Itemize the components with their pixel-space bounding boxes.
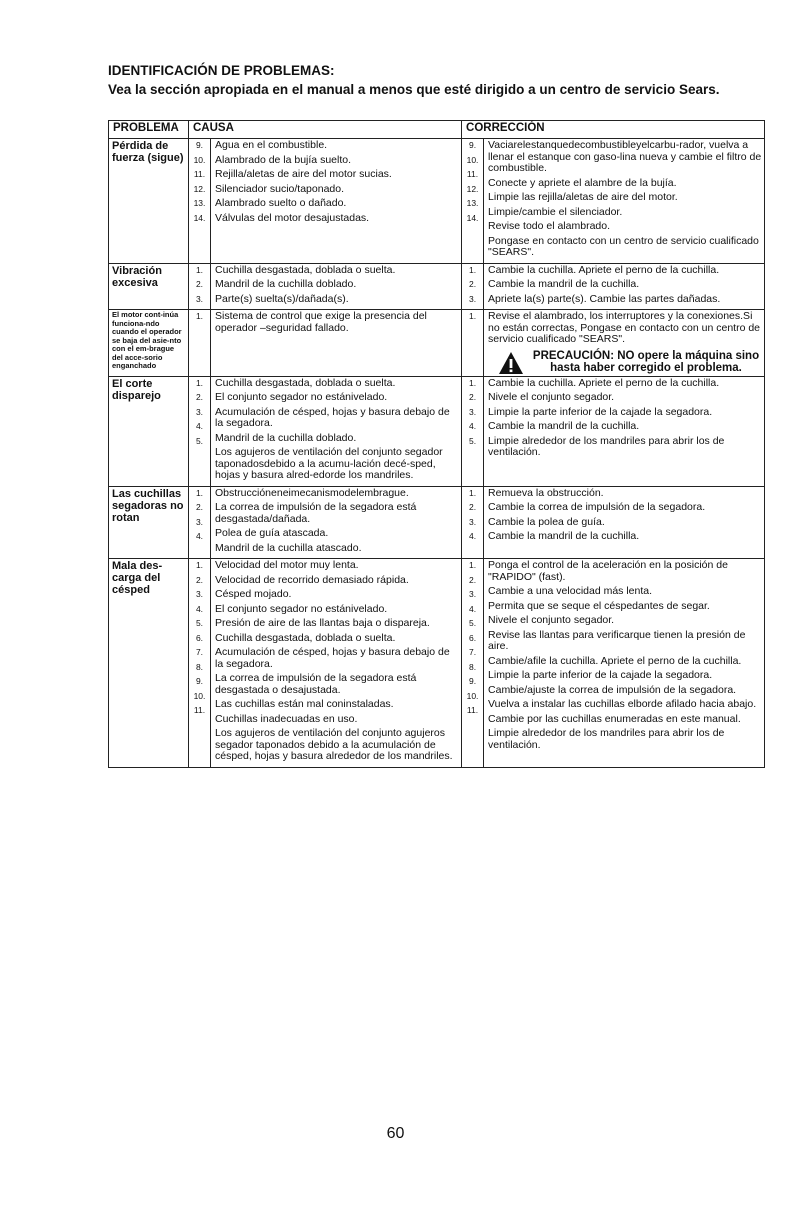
- correction-text: Permita que se seque el céspedantes de segar.: [488, 599, 710, 612]
- cause-number: 4.: [195, 603, 204, 614]
- warning-triangle-icon: [498, 351, 524, 375]
- correction-number: 1.: [468, 311, 477, 321]
- cause-text: La correa de impulsión de la segadora está desgastada o desajustada.: [215, 672, 417, 696]
- correction-text: Cambie por las cuchillas enumeradas en este manual.: [488, 712, 741, 725]
- correction-text: Cambie/afile la cuchilla. Apriete el perno de la cuchilla.: [488, 654, 742, 667]
- correction-number: 11.: [466, 705, 479, 715]
- problem-cell: Las cuchillas segadoras no rotan: [109, 486, 189, 559]
- correction-number: 1.: [468, 487, 477, 498]
- section-subtitle: Vea la sección apropiada en el manual a menos que esté dirigido a un centro de servicio Sears.: [108, 82, 720, 97]
- correction-text: Remueva la obstrucción.: [488, 486, 604, 499]
- correction-text: Cambie/ajuste la correa de impulsión de la segadora.: [488, 683, 737, 696]
- correction-text: Limpie las rejilla/aletas de aire del motor.: [488, 191, 678, 203]
- column-header-correction: CORRECCIÓN: [462, 121, 765, 139]
- correction-number-column: [462, 310, 484, 377]
- cause-number: 2.: [195, 279, 204, 289]
- correction-number: 10.: [466, 690, 479, 701]
- cause-column: [211, 486, 462, 559]
- correction-column: [484, 263, 765, 310]
- cause-text: Agua en el combustible.: [215, 139, 328, 151]
- cause-number: 2.: [195, 502, 204, 512]
- correction-column: [484, 139, 765, 264]
- correction-number: 9.: [468, 676, 477, 686]
- cause-column: [211, 310, 462, 377]
- correction-text: Cambie a una velocidad más lenta.: [488, 585, 653, 597]
- cause-text: El conjunto segador no estánivelado.: [215, 391, 388, 403]
- cause-number: 3.: [195, 516, 204, 527]
- correction-number: 4.: [468, 603, 477, 614]
- cause-number: 2.: [195, 392, 204, 402]
- cause-text: Cuchilla desgastada, doblada o suelta.: [215, 631, 396, 644]
- cause-text: Las cuchillas están mal coninstaladas.: [215, 698, 394, 710]
- cause-text: Cuchilla desgastada, doblada o suelta.: [215, 263, 396, 276]
- cause-text: Velocidad del motor muy lenta.: [215, 559, 359, 571]
- cause-column: [211, 263, 462, 310]
- correction-number: 3.: [468, 406, 477, 417]
- correction-number: 2.: [468, 279, 477, 289]
- cause-text: Acumulación de césped, hojas y basura debajo de la segadora.: [215, 405, 450, 429]
- correction-text: Limpie alrededor de los mandriles para abrir los de ventilación.: [488, 727, 725, 751]
- cause-number: 5.: [195, 435, 204, 446]
- correction-number: 6.: [468, 632, 477, 643]
- correction-text: Revise las llantas para verificarque tienen la presión de aire.: [488, 628, 746, 652]
- cause-text: Los agujeros de ventilación del conjunto agujeros segador taponados debido a la acumulación de césped, hojas y basura alrededor de los mandriles.: [215, 727, 453, 762]
- correction-text: Cambie la cuchilla. Apriete el perno de la cuchilla.: [488, 376, 720, 389]
- correction-number: 1.: [468, 264, 477, 275]
- cause-number: 1.: [195, 560, 204, 570]
- correction-number: 9.: [468, 140, 477, 150]
- correction-number-column: [462, 559, 484, 768]
- problem-section-row: [109, 139, 765, 264]
- cause-text: Rejilla/aletas de aire del motor sucias.: [215, 168, 392, 180]
- cause-number: 2.: [195, 574, 204, 585]
- cause-text: Alambrado suelto o dañado.: [215, 197, 347, 209]
- cause-text: Mandril de la cuchilla atascado.: [215, 541, 362, 554]
- correction-text: Limpie alrededor de los mandriles para abrir los de ventilación.: [488, 434, 725, 458]
- cause-number: 10.: [193, 690, 206, 701]
- cause-number: 3.: [195, 589, 204, 599]
- cause-number: 9.: [195, 676, 204, 686]
- correction-number: 8.: [468, 661, 477, 672]
- cause-number: 9.: [195, 140, 204, 150]
- correction-number: 2.: [468, 502, 477, 512]
- table-header-row: [109, 121, 765, 139]
- cause-number: 13.: [193, 198, 206, 208]
- correction-number-column: [462, 376, 484, 486]
- problem-cell: Mala des-carga del césped: [109, 559, 189, 768]
- cause-text: Cuchilla desgastada, doblada o suelta.: [215, 376, 396, 389]
- correction-text: Limpie la parte inferior de la cajade la segadora.: [488, 405, 713, 418]
- correction-number: 13.: [466, 198, 479, 208]
- correction-number: 2.: [468, 574, 477, 585]
- column-header-problem: PROBLEMA: [109, 121, 189, 139]
- cause-text: Acumulación de césped, hojas y basura debajo de la segadora.: [215, 646, 450, 670]
- cause-text: Mandril de la cuchilla doblado.: [215, 431, 357, 444]
- cause-number: 8.: [195, 661, 204, 672]
- cause-number: 5.: [195, 618, 204, 628]
- cause-number: 11.: [193, 169, 206, 179]
- cause-number: 4.: [195, 531, 204, 541]
- cause-number: 11.: [193, 705, 206, 715]
- cause-number-column: [189, 310, 211, 377]
- page-number: 60: [386, 1125, 405, 1142]
- cause-number: 7.: [195, 647, 204, 657]
- cause-number: 6.: [195, 632, 204, 643]
- cause-number: 1.: [195, 487, 204, 498]
- cause-number: 1.: [195, 377, 204, 388]
- correction-text: Pongase en contacto con un centro de servicio cualificado "SEARS".: [488, 234, 759, 258]
- cause-number: 1.: [195, 311, 204, 321]
- caution-notice: [488, 350, 762, 375]
- correction-number: 10.: [466, 154, 479, 165]
- section-title: IDENTIFICACIÓN DE PROBLEMAS:: [108, 63, 335, 78]
- correction-text: Apriete la(s) parte(s). Cambie las partes dañadas.: [488, 292, 721, 305]
- problem-cell: Vibración excesiva: [109, 263, 189, 310]
- correction-number: 4.: [468, 531, 477, 541]
- correction-column: [484, 376, 765, 486]
- cause-text: Mandril de la cuchilla doblado.: [215, 278, 357, 290]
- correction-column: [484, 559, 765, 768]
- problem-section-row: [109, 376, 765, 486]
- cause-number-column: [189, 263, 211, 310]
- cause-text: Cuchillas inadecuadas en uso.: [215, 712, 358, 725]
- correction-text: Cambie la mandril de la cuchilla.: [488, 530, 640, 542]
- correction-column: [484, 486, 765, 559]
- column-header-cause: CAUSA: [189, 121, 462, 139]
- correction-text: Ponga el control de la aceleración en la posición de "RAPIDO" (fast).: [488, 559, 728, 583]
- cause-text: El conjunto segador no estánivelado.: [215, 602, 388, 615]
- cause-number-column: [189, 559, 211, 768]
- problem-cell: Pérdida de fuerza (sigue): [109, 139, 189, 264]
- correction-number: 1.: [468, 377, 477, 388]
- correction-text: Cambie la mandril de la cuchilla.: [488, 420, 640, 432]
- correction-text: Nivele el conjunto segador.: [488, 614, 615, 626]
- correction-number-column: [462, 263, 484, 310]
- cause-number: 1.: [195, 264, 204, 275]
- correction-number: 3.: [468, 589, 477, 599]
- correction-text: Nivele el conjunto segador.: [488, 391, 615, 403]
- cause-text: Los agujeros de ventilación del conjunto segador taponadosdebido a la acumu-lación decé-sped, hojas y basura alred-edorde los mandriles.: [215, 446, 443, 481]
- cause-number: 14.: [193, 212, 206, 223]
- cause-number: 10.: [193, 154, 206, 165]
- cause-text: Sistema de control que exige la presencia del operador –seguridad fallado.: [215, 310, 427, 334]
- cause-text: La correa de impulsión de la segadora está desgastada/dañada.: [215, 501, 417, 525]
- correction-number: 11.: [466, 169, 479, 179]
- correction-number: 12.: [466, 183, 479, 194]
- cause-text: Velocidad de recorrido demasiado rápida.: [215, 573, 409, 586]
- correction-text: Revise todo el alambrado.: [488, 220, 611, 232]
- correction-column: [484, 310, 765, 377]
- correction-number: 5.: [468, 435, 477, 446]
- correction-number: 14.: [466, 212, 479, 223]
- correction-text: Vuelva a instalar las cuchillas elborde afilado hacia abajo.: [488, 698, 757, 710]
- cause-number: 3.: [195, 406, 204, 417]
- cause-text: Presión de aire de las llantas baja o dispareja.: [215, 617, 430, 629]
- correction-text: Limpie/cambie el silenciador.: [488, 205, 623, 218]
- problem-section-row: [109, 559, 765, 768]
- correction-text: Cambie la cuchilla. Apriete el perno de la cuchilla.: [488, 263, 720, 276]
- correction-number-column: [462, 139, 484, 264]
- problem-cell: El corte disparejo: [109, 376, 189, 486]
- correction-number: 1.: [468, 560, 477, 570]
- cause-number: 3.: [195, 293, 204, 304]
- problem-section-row: [109, 486, 765, 559]
- cause-text: Césped mojado.: [215, 588, 292, 600]
- cause-column: [211, 559, 462, 768]
- problem-section-row: [109, 263, 765, 310]
- correction-text: Cambie la mandril de la cuchilla.: [488, 278, 640, 290]
- cause-text: Silenciador sucio/taponado.: [215, 182, 345, 195]
- correction-text: Cambie la polea de guía.: [488, 515, 605, 528]
- cause-column: [211, 139, 462, 264]
- correction-number-column: [462, 486, 484, 559]
- correction-number: 3.: [468, 516, 477, 527]
- problem-cell: El motor cont-inúa funciona-ndo cuando el operador se baja del asie-nto con el em-brague del acce-sorio enganchado: [109, 310, 189, 377]
- correction-number: 3.: [468, 293, 477, 304]
- correction-text: Vaciarelestanquedecombustibleyelcarbu-rador, vuelva a llenar el estanque con gaso-lina nueva y cambie el filtro de combustible.: [488, 139, 762, 174]
- correction-number: 2.: [468, 392, 477, 402]
- cause-number-column: [189, 486, 211, 559]
- cause-text: Alambrado de la bujía suelto.: [215, 153, 352, 166]
- correction-number: 4.: [468, 421, 477, 431]
- cause-number-column: [189, 139, 211, 264]
- cause-text: Polea de guía atascada.: [215, 527, 329, 539]
- cause-column: [211, 376, 462, 486]
- cause-text: Válvulas del motor desajustadas.: [215, 211, 370, 224]
- correction-number: 7.: [468, 647, 477, 657]
- correction-text: Revise el alambrado, los interruptores y la conexiones.Si no están correctas, Pongase en contacto con un centro de servicio cualificado "SEARS".: [488, 310, 761, 345]
- correction-text: Conecte y apriete el alambre de la bujía.: [488, 176, 677, 189]
- cause-number: 12.: [193, 183, 206, 194]
- cause-text: Obstruccióneneimecanismodelembrague.: [215, 486, 409, 499]
- caution-text: PRECAUCIÓN: NO opere la máquina sino hasta haber corregido el problema.: [532, 349, 760, 374]
- cause-number-column: [189, 376, 211, 486]
- cause-text: Parte(s) suelta(s)/dañada(s).: [215, 292, 349, 305]
- correction-text: Limpie la parte inferior de la cajade la segadora.: [488, 669, 713, 681]
- problem-section-row: [109, 310, 765, 377]
- correction-text: Cambie la correa de impulsión de la segadora.: [488, 501, 706, 513]
- correction-number: 5.: [468, 618, 477, 628]
- cause-number: 4.: [195, 421, 204, 431]
- troubleshooting-table: [108, 120, 765, 768]
